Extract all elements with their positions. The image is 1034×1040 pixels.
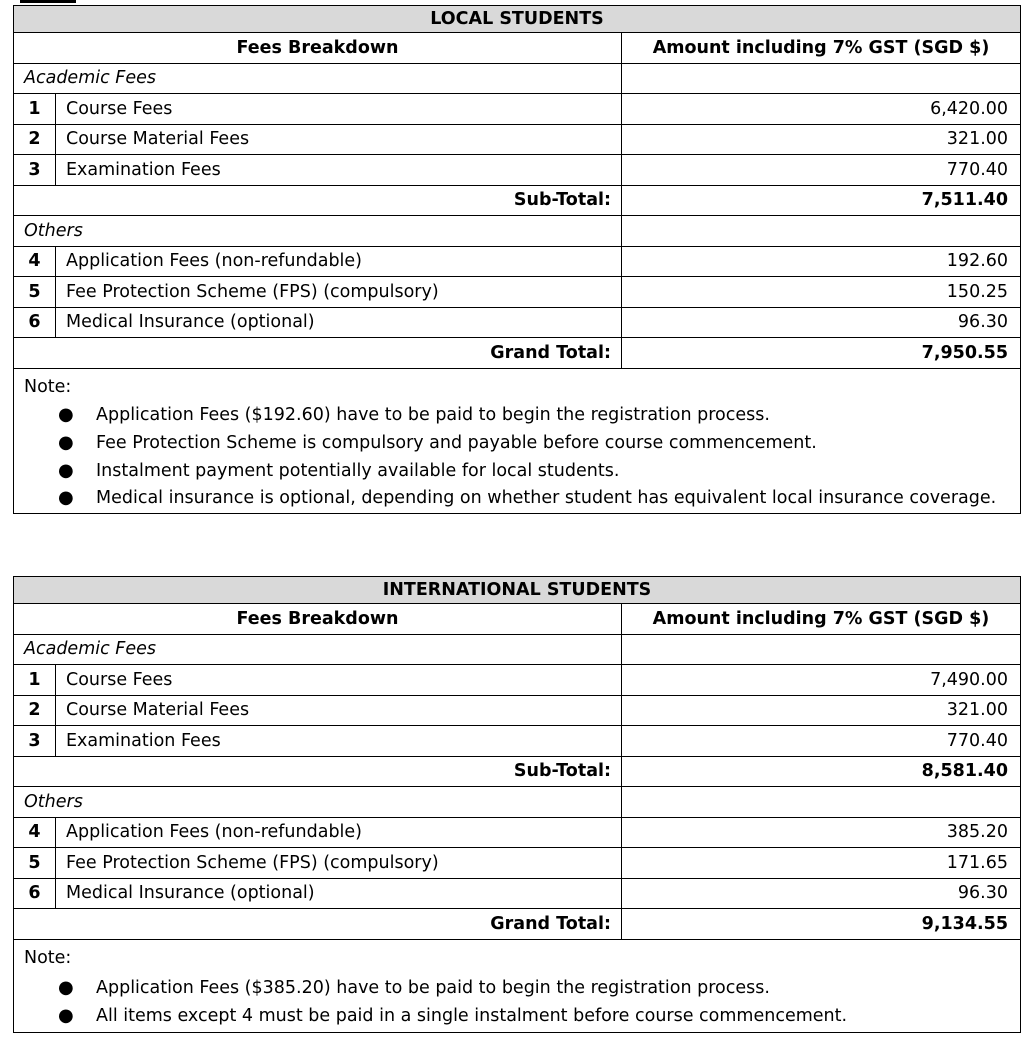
fee-amount: 96.30 (622, 307, 1021, 338)
international-students-fee-table (13, 576, 1021, 1033)
table-row (14, 94, 1021, 125)
table-row (14, 124, 1021, 155)
empty-cell (622, 216, 1021, 247)
notes-list (24, 401, 1010, 511)
fee-amount: 321.00 (622, 695, 1021, 726)
row-number: 2 (14, 124, 56, 155)
note-text: Application Fees ($192.60) have to be paid to begin the registration process. (96, 404, 770, 425)
bullet-icon: ● (58, 403, 74, 425)
table-row (14, 307, 1021, 338)
header-amount: Amount including 7% GST (SGD $) (622, 604, 1021, 635)
note-label: Note: (24, 376, 72, 397)
row-number: 2 (14, 695, 56, 726)
bullet-icon: ● (58, 976, 74, 998)
fee-amount: 385.20 (622, 817, 1021, 848)
section-others: Others (14, 787, 622, 818)
header-fees-breakdown: Fees Breakdown (14, 604, 622, 635)
fee-amount: 6,420.00 (622, 94, 1021, 125)
row-number: 3 (14, 726, 56, 757)
subtotal-label: Sub-Total: (14, 756, 622, 787)
fee-item: Course Material Fees (56, 695, 622, 726)
fee-item: Application Fees (non-refundable) (56, 817, 622, 848)
fee-item: Application Fees (non-refundable) (56, 246, 622, 277)
list-item (58, 485, 1010, 511)
header-amount: Amount including 7% GST (SGD $) (622, 33, 1021, 64)
top-rule-mark (20, 0, 76, 3)
fee-amount: 321.00 (622, 124, 1021, 155)
fee-item: Fee Protection Scheme (FPS) (compulsory) (56, 277, 622, 308)
bullet-icon: ● (58, 459, 74, 481)
table-row (14, 817, 1021, 848)
fee-item: Medical Insurance (optional) (56, 307, 622, 338)
fee-item: Course Material Fees (56, 124, 622, 155)
bullet-icon: ● (58, 431, 74, 453)
fee-amount: 770.40 (622, 726, 1021, 757)
notes-cell (14, 939, 1021, 1032)
row-number: 1 (14, 94, 56, 125)
row-number: 3 (14, 155, 56, 186)
row-number: 4 (14, 246, 56, 277)
local-students-fee-table (13, 5, 1021, 514)
subtotal-label: Sub-Total: (14, 185, 622, 216)
table-title: LOCAL STUDENTS (14, 6, 1021, 33)
fee-amount: 192.60 (622, 246, 1021, 277)
list-item (58, 401, 1010, 429)
section-academic-fees: Academic Fees (14, 634, 622, 665)
row-number: 4 (14, 817, 56, 848)
header-fees-breakdown: Fees Breakdown (14, 33, 622, 64)
fee-item: Examination Fees (56, 155, 622, 186)
section-academic-fees: Academic Fees (14, 63, 622, 94)
note-label: Note: (24, 947, 72, 968)
list-item (58, 457, 1010, 485)
fee-item: Course Fees (56, 94, 622, 125)
note-text: All items except 4 must be paid in a single instalment before course commencement. (96, 1005, 848, 1026)
fee-item: Examination Fees (56, 726, 622, 757)
fee-amount: 171.65 (622, 848, 1021, 879)
table-row (14, 246, 1021, 277)
row-number: 1 (14, 665, 56, 696)
empty-cell (622, 634, 1021, 665)
table-title: INTERNATIONAL STUDENTS (14, 577, 1021, 604)
note-text: Medical insurance is optional, depending on whether student has equivalent local insurance coverage. (96, 487, 997, 508)
fee-item: Medical Insurance (optional) (56, 878, 622, 909)
row-number: 6 (14, 878, 56, 909)
fee-amount: 7,490.00 (622, 665, 1021, 696)
note-text: Application Fees ($385.20) have to be paid to begin the registration process. (96, 977, 770, 998)
subtotal-amount: 7,511.40 (622, 185, 1021, 216)
section-others: Others (14, 216, 622, 247)
bullet-icon: ● (58, 486, 74, 508)
notes-list (24, 974, 1010, 1030)
row-number: 5 (14, 848, 56, 879)
grand-total-label: Grand Total: (14, 338, 622, 369)
list-item (58, 1002, 1010, 1030)
fee-amount: 770.40 (622, 155, 1021, 186)
fee-item: Fee Protection Scheme (FPS) (compulsory) (56, 848, 622, 879)
bullet-icon: ● (58, 1004, 74, 1026)
note-text: Instalment payment potentially available for local students. (96, 460, 620, 481)
row-number: 5 (14, 277, 56, 308)
empty-cell (622, 787, 1021, 818)
fee-item: Course Fees (56, 665, 622, 696)
table-row (14, 665, 1021, 696)
list-item (58, 429, 1010, 457)
table-row (14, 878, 1021, 909)
grand-total-amount: 9,134.55 (622, 909, 1021, 940)
grand-total-label: Grand Total: (14, 909, 622, 940)
grand-total-amount: 7,950.55 (622, 338, 1021, 369)
note-text: Fee Protection Scheme is compulsory and payable before course commencement. (96, 432, 817, 453)
table-row (14, 695, 1021, 726)
fee-amount: 150.25 (622, 277, 1021, 308)
fee-amount: 96.30 (622, 878, 1021, 909)
table-row (14, 726, 1021, 757)
table-row (14, 155, 1021, 186)
empty-cell (622, 63, 1021, 94)
list-item (58, 974, 1010, 1002)
table-row (14, 848, 1021, 879)
table-row (14, 277, 1021, 308)
subtotal-amount: 8,581.40 (622, 756, 1021, 787)
row-number: 6 (14, 307, 56, 338)
notes-cell (14, 368, 1021, 513)
